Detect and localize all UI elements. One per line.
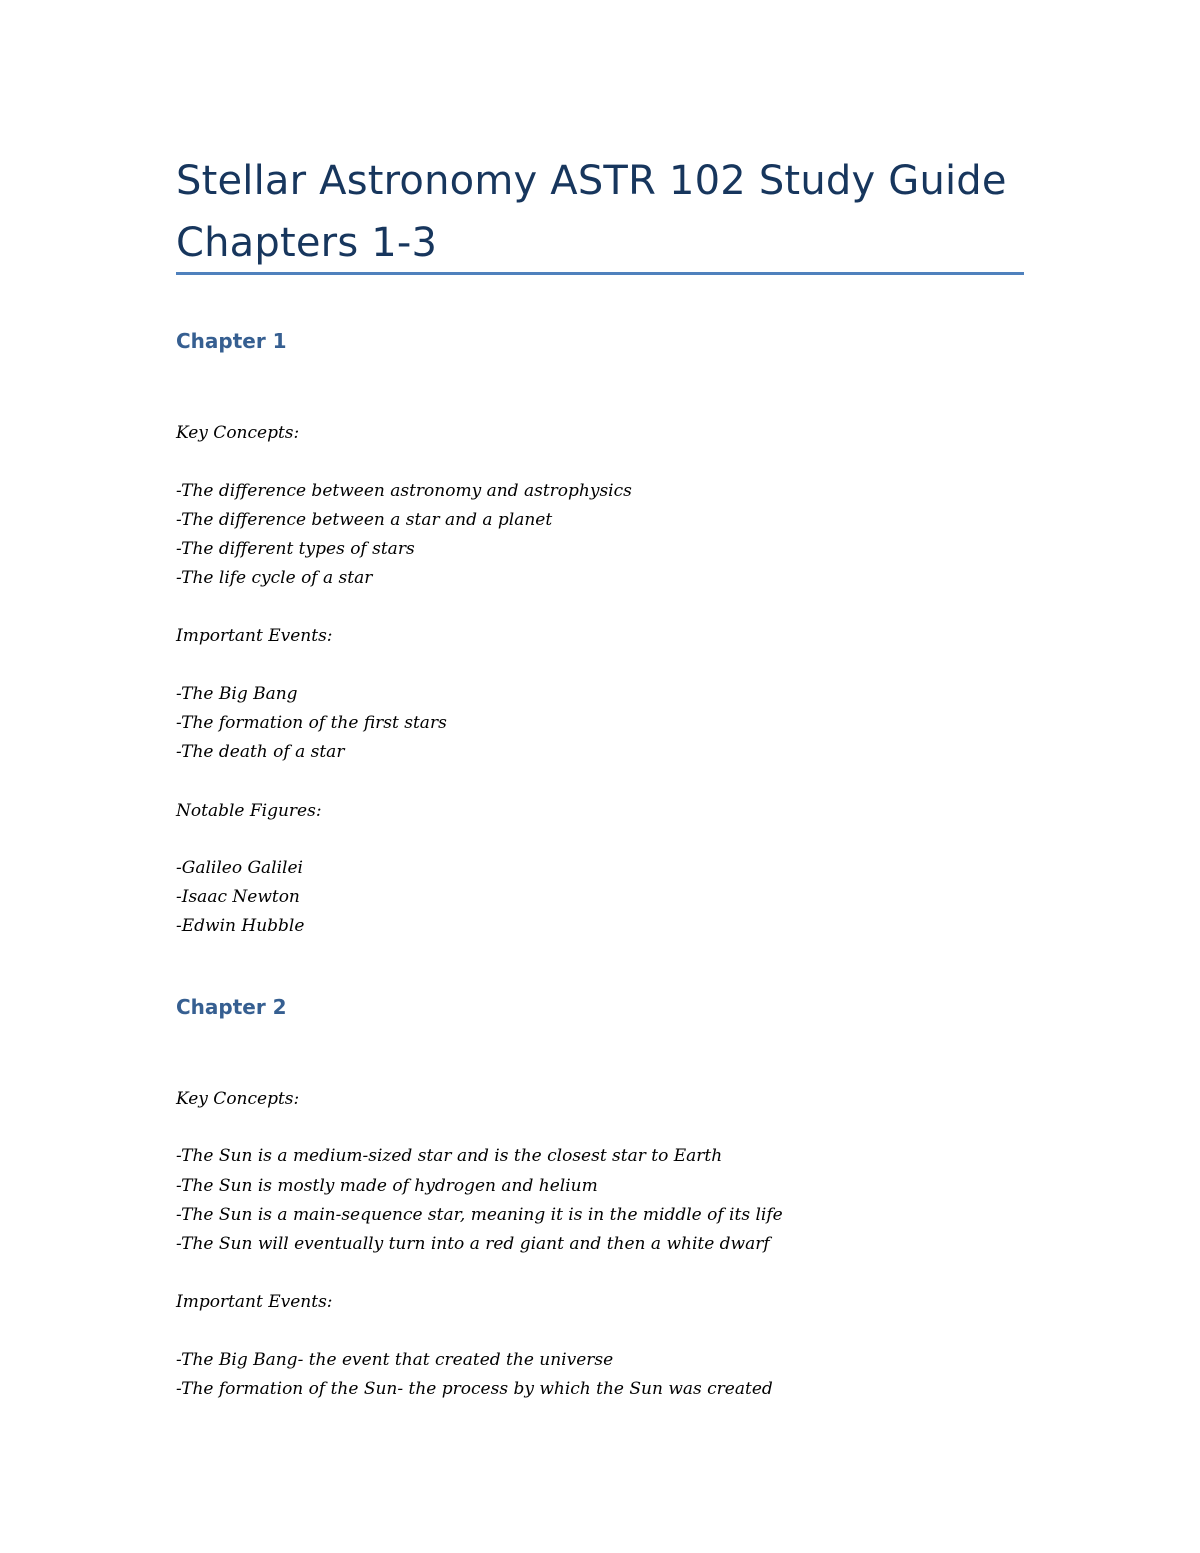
chapter-1-heading: Chapter 1 <box>176 329 287 353</box>
chapter-1-figures-label: Notable Figures: <box>176 801 322 821</box>
chapter-1-figure: -Isaac Newton <box>176 887 300 907</box>
chapter-2-key-concept: -The Sun is mostly made of hydrogen and helium <box>176 1176 598 1196</box>
chapter-2-key-concept: -The Sun is a medium-sized star and is the closest star to Earth <box>176 1146 723 1166</box>
chapter-1-event: -The formation of the first stars <box>176 713 447 733</box>
title-underline <box>176 272 1024 275</box>
document-title: Stellar Astronomy ASTR 102 Study Guide Chapters 1-3 <box>176 158 1007 266</box>
chapter-1-key-concepts-label: Key Concepts: <box>176 423 300 443</box>
chapter-1-key-concept: -The different types of stars <box>176 539 415 559</box>
chapter-2-key-concept: -The Sun will eventually turn into a red giant and then a white dwarf <box>176 1234 770 1254</box>
chapter-1-figure: -Edwin Hubble <box>176 916 305 936</box>
chapter-2-event: -The Big Bang- the event that created the universe <box>176 1350 614 1370</box>
chapter-1-key-concept: -The difference between astronomy and astrophysics <box>176 481 632 501</box>
chapter-2-heading: Chapter 2 <box>176 995 287 1019</box>
chapter-2-event: -The formation of the Sun- the process by which the Sun was created <box>176 1379 773 1399</box>
chapter-1-event: -The death of a star <box>176 742 345 762</box>
chapter-1-key-concept: -The life cycle of a star <box>176 568 373 588</box>
chapter-1-events-label: Important Events: <box>176 626 333 646</box>
chapter-2-events-label: Important Events: <box>176 1292 333 1312</box>
chapter-1-key-concept: -The difference between a star and a planet <box>176 510 553 530</box>
chapter-2-key-concepts-label: Key Concepts: <box>176 1089 300 1109</box>
chapter-1-figure: -Galileo Galilei <box>176 858 303 878</box>
chapter-2-key-concept: -The Sun is a main-sequence star, meaning it is in the middle of its life <box>176 1205 783 1225</box>
chapter-1-event: -The Big Bang <box>176 684 298 704</box>
